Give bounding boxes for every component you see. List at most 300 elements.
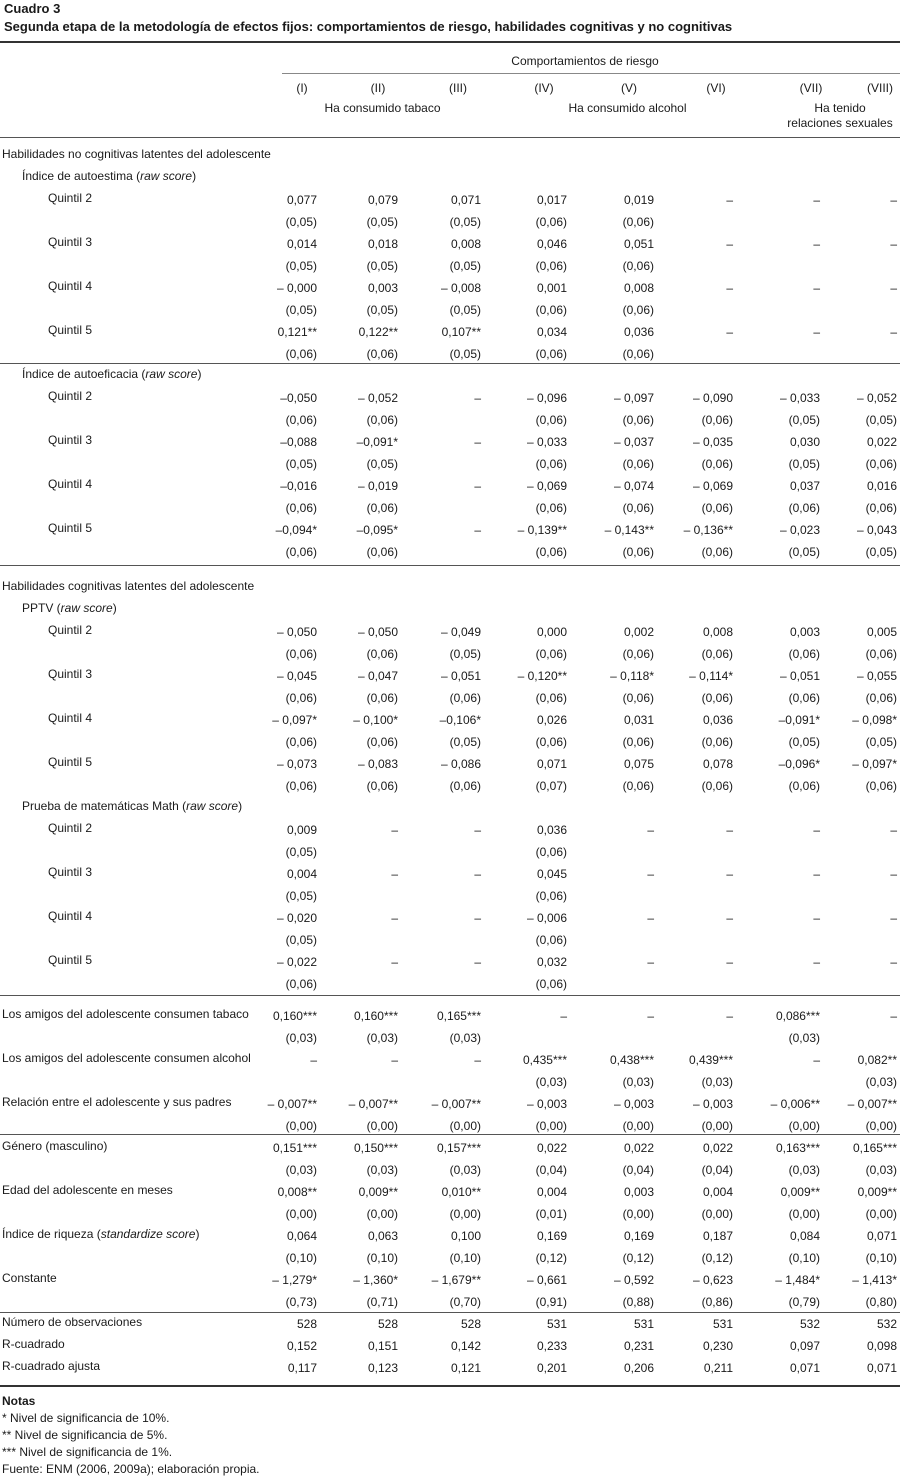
column-header: (V) — [621, 81, 637, 95]
std-error-cell: (0,06) — [622, 735, 654, 749]
row-label-text: Prueba de matemáticas Math ( — [22, 799, 187, 813]
std-error-cell: (0,05) — [788, 413, 820, 427]
row-label-text: Quintil 4 — [48, 279, 93, 293]
coefficient-cell: – — [391, 955, 398, 969]
std-error-cell: (0,06) — [535, 259, 567, 273]
row-label — [48, 477, 92, 491]
coefficient-cell: 0,022 — [866, 435, 897, 449]
row-label — [2, 1315, 142, 1329]
coefficient-cell: 0,036 — [623, 325, 654, 339]
std-error-cell: (0,06) — [449, 779, 481, 793]
row-label-text: Número de observaciones — [2, 1315, 143, 1329]
row-label-text: Quintil 3 — [48, 667, 93, 681]
coefficient-cell: – 0,007** — [431, 1097, 481, 1111]
coefficient-cell: 531 — [633, 1317, 654, 1331]
coefficient-cell: – 0,050 — [276, 625, 317, 639]
coefficient-cell: – 0,136** — [683, 523, 733, 537]
coefficient-cell: – 0,083 — [357, 757, 398, 771]
std-error-cell: (0,05) — [366, 457, 398, 471]
column-header: (VII) — [799, 81, 823, 95]
section-rule — [0, 1134, 900, 1135]
section-rule — [0, 1312, 900, 1313]
coefficient-cell: 0,003 — [623, 1185, 654, 1199]
std-error-cell: (0,06) — [285, 779, 317, 793]
std-error-cell: (0,10) — [788, 1251, 820, 1265]
row-label-text: Quintil 3 — [48, 433, 93, 447]
column-header: (VIII) — [867, 81, 893, 95]
std-error-cell: (0,03) — [285, 1163, 317, 1177]
column-header: (IV) — [534, 81, 554, 95]
std-error-cell: (0,05) — [449, 347, 481, 361]
std-error-cell: (0,00) — [449, 1119, 481, 1133]
std-error-cell: (0,06) — [535, 215, 567, 229]
coefficient-cell: 0,151*** — [272, 1141, 317, 1155]
row-label — [48, 667, 92, 681]
section-rule — [0, 363, 900, 364]
coefficient-cell: – 0,592 — [613, 1273, 654, 1287]
row-label — [22, 367, 201, 381]
coefficient-cell: 0,098 — [866, 1339, 897, 1353]
std-error-cell: (0,06) — [788, 501, 820, 515]
coefficient-cell: 0,008 — [450, 237, 481, 251]
coefficient-cell: – — [474, 435, 481, 449]
std-error-cell: (0,06) — [535, 545, 567, 559]
coefficient-cell: – 0,045 — [276, 669, 317, 683]
coefficient-cell: – — [474, 955, 481, 969]
std-error-cell: (0,06) — [701, 413, 733, 427]
coefficient-cell: 0,165*** — [852, 1141, 897, 1155]
coefficient-cell: 0,000 — [536, 625, 567, 639]
std-error-cell: (0,05) — [449, 735, 481, 749]
std-error-cell: (0,12) — [535, 1251, 567, 1265]
std-error-cell: (0,00) — [865, 1207, 897, 1221]
std-error-cell: (0,00) — [366, 1207, 398, 1221]
coefficient-cell: – 0,008 — [440, 281, 481, 295]
coefficient-cell: – — [813, 325, 820, 339]
coefficient-cell: – 0,051 — [440, 669, 481, 683]
coefficient-cell: – 0,086 — [440, 757, 481, 771]
std-error-cell: (0,10) — [285, 1251, 317, 1265]
coefficient-cell: – 0,007** — [348, 1097, 398, 1111]
source-line: Fuente: ENM (2006, 2009a); elaboración propia. — [2, 1462, 260, 1476]
row-label-suffix: ) — [197, 367, 202, 381]
coefficient-cell: – 1,279* — [272, 1273, 317, 1287]
std-error-cell: (0,06) — [865, 691, 897, 705]
coefficient-cell: 0,014 — [286, 237, 317, 251]
row-label — [48, 191, 92, 205]
row-label-text: Quintil 2 — [48, 191, 93, 205]
row-label-text: Índice de autoeficacia ( — [22, 367, 146, 381]
std-error-cell: (0,06) — [285, 501, 317, 515]
coefficient-cell: – — [726, 955, 733, 969]
std-error-cell: (0,73) — [285, 1295, 317, 1309]
coefficient-cell: 0,045 — [536, 867, 567, 881]
coefficient-cell: 0,151 — [367, 1339, 398, 1353]
coefficient-cell: – 0,069 — [526, 479, 567, 493]
row-label-text: Quintil 2 — [48, 389, 93, 403]
row-label-italic: raw score — [145, 367, 198, 381]
row-label — [2, 1095, 231, 1109]
coefficient-cell: – 0,052 — [856, 391, 897, 405]
row-label-text: Habilidades cognitivas latentes del adolescente — [2, 579, 255, 593]
std-error-cell: (0,06) — [701, 735, 733, 749]
std-error-cell: (0,06) — [366, 735, 398, 749]
coefficient-cell: 0,017 — [536, 193, 567, 207]
std-error-cell: (0,06) — [865, 457, 897, 471]
coefficient-cell: – — [391, 1053, 398, 1067]
coefficient-cell: –0,091* — [778, 713, 820, 727]
coefficient-cell: – 0,049 — [440, 625, 481, 639]
coefficient-cell: – 0,050 — [357, 625, 398, 639]
std-error-cell: (0,06) — [285, 735, 317, 749]
header-sex-1: Ha tenido — [814, 101, 866, 115]
row-label-text: R-cuadrado — [2, 1337, 65, 1351]
row-label-text: Constante — [2, 1271, 57, 1285]
header-tabaco: Ha consumido tabaco — [324, 101, 441, 115]
std-error-cell: (0,06) — [622, 691, 654, 705]
row-label-text: R-cuadrado ajusta — [2, 1359, 101, 1373]
coefficient-cell: – 0,020 — [276, 911, 317, 925]
coefficient-cell: 532 — [799, 1317, 820, 1331]
coefficient-cell: 0,201 — [536, 1361, 567, 1375]
coefficient-cell: – — [813, 955, 820, 969]
coefficient-cell: – — [813, 1053, 820, 1067]
coefficient-cell: – — [726, 193, 733, 207]
coefficient-cell: 0,439*** — [688, 1053, 733, 1067]
coefficient-cell: – 0,003 — [613, 1097, 654, 1111]
coefficient-cell: – 1,484* — [775, 1273, 820, 1287]
coefficient-cell: 0,008 — [702, 625, 733, 639]
coefficient-cell: 0,121** — [277, 325, 317, 339]
coefficient-cell: – 1,360* — [353, 1273, 398, 1287]
coefficient-cell: 0,009** — [358, 1185, 398, 1199]
header-group: Comportamientos de riesgo — [511, 54, 659, 68]
std-error-cell: (0,12) — [622, 1251, 654, 1265]
coefficient-cell: – 0,090 — [692, 391, 733, 405]
row-label-text: Índice de riqueza ( — [2, 1227, 101, 1241]
std-error-cell: (0,06) — [865, 647, 897, 661]
coefficient-cell: – 0,100* — [353, 713, 398, 727]
coefficient-cell: – 0,114* — [689, 669, 733, 683]
std-error-cell: (0,06) — [285, 545, 317, 559]
std-error-cell: (0,06) — [622, 347, 654, 361]
coefficient-cell: 0,435*** — [522, 1053, 567, 1067]
std-error-cell: (0,71) — [366, 1295, 398, 1309]
coefficient-cell: 0,009** — [780, 1185, 820, 1199]
row-label — [48, 623, 92, 637]
coefficient-cell: –0,095* — [356, 523, 398, 537]
row-label — [48, 521, 92, 535]
std-error-cell: (0,86) — [701, 1295, 733, 1309]
coefficient-cell: – — [474, 523, 481, 537]
coefficient-cell: 0,100 — [450, 1229, 481, 1243]
coefficient-cell: 0,003 — [789, 625, 820, 639]
std-error-cell: (0,00) — [622, 1119, 654, 1133]
std-error-cell: (0,03) — [865, 1163, 897, 1177]
std-error-cell: (0,03) — [449, 1163, 481, 1177]
coefficient-cell: – 0,023 — [779, 523, 820, 537]
std-error-cell: (0,06) — [622, 545, 654, 559]
coefficient-cell: 0,071 — [450, 193, 481, 207]
std-error-cell: (0,06) — [535, 691, 567, 705]
coefficient-cell: 0,002 — [623, 625, 654, 639]
std-error-cell: (0,06) — [701, 457, 733, 471]
std-error-cell: (0,06) — [788, 691, 820, 705]
coefficient-cell: 0,152 — [286, 1339, 317, 1353]
std-error-cell: (0,03) — [788, 1031, 820, 1045]
std-error-cell: (0,06) — [535, 845, 567, 859]
std-error-cell: (0,05) — [285, 889, 317, 903]
coefficient-cell: – 0,003 — [692, 1097, 733, 1111]
note-line: ** Nivel de significancia de 5%. — [2, 1428, 168, 1442]
row-label — [22, 601, 117, 615]
std-error-cell: (0,06) — [366, 691, 398, 705]
table-title: Segunda etapa de la metodología de efectos fijos: comportamientos de riesgo, habilidades cognitivas y no cognitivas — [4, 19, 733, 34]
coefficient-cell: – 0,003 — [526, 1097, 567, 1111]
std-error-cell: (0,05) — [285, 933, 317, 947]
std-error-cell: (0,05) — [788, 545, 820, 559]
row-label-text: Edad del adolescente en meses — [2, 1183, 173, 1197]
coefficient-cell: 0,211 — [703, 1361, 733, 1375]
std-error-cell: (0,06) — [366, 347, 398, 361]
coefficient-cell: – — [474, 479, 481, 493]
coefficient-cell: 0,036 — [702, 713, 733, 727]
coefficient-cell: 0,117 — [287, 1361, 317, 1375]
coefficient-cell: 0,018 — [367, 237, 398, 251]
row-label — [2, 579, 254, 593]
std-error-cell: (0,06) — [622, 215, 654, 229]
std-error-cell: (0,04) — [622, 1163, 654, 1177]
column-header: (III) — [449, 81, 467, 95]
std-error-cell: (0,03) — [701, 1075, 733, 1089]
coefficient-cell: – — [890, 823, 897, 837]
coefficient-cell: – — [890, 281, 897, 295]
row-label — [48, 389, 92, 403]
coefficient-cell: – — [726, 281, 733, 295]
row-label — [48, 755, 92, 769]
coefficient-cell: 0,022 — [623, 1141, 654, 1155]
std-error-cell: (0,00) — [701, 1207, 733, 1221]
row-label — [48, 433, 92, 447]
coefficient-cell: – 0,096 — [526, 391, 567, 405]
row-label-italic: raw score — [60, 601, 113, 615]
row-label — [2, 1271, 57, 1285]
bottom-rule — [0, 1385, 900, 1387]
std-error-cell: (0,06) — [535, 457, 567, 471]
row-label — [2, 1139, 107, 1153]
std-error-cell: (0,06) — [285, 413, 317, 427]
header-bottom-rule — [0, 137, 900, 138]
row-label — [48, 821, 92, 835]
std-error-cell: (0,06) — [535, 413, 567, 427]
table-number: Cuadro 3 — [4, 1, 61, 16]
coefficient-cell: 0,032 — [536, 955, 567, 969]
coefficient-cell: 0,097 — [789, 1339, 820, 1353]
row-label-text: Quintil 4 — [48, 477, 93, 491]
coefficient-cell: – — [726, 237, 733, 251]
std-error-cell: (0,04) — [701, 1163, 733, 1177]
coefficient-cell: – — [890, 325, 897, 339]
coefficient-cell: –0,106* — [439, 713, 481, 727]
std-error-cell: (0,79) — [788, 1295, 820, 1309]
std-error-cell: (0,06) — [788, 647, 820, 661]
std-error-cell: (0,05) — [366, 303, 398, 317]
std-error-cell: (0,03) — [622, 1075, 654, 1089]
coefficient-cell: – 0,097 — [613, 391, 654, 405]
coefficient-cell: – — [813, 281, 820, 295]
coefficient-cell: – — [647, 823, 654, 837]
coefficient-cell: – 0,143** — [604, 523, 654, 537]
row-label-text: Quintil 5 — [48, 953, 93, 967]
std-error-cell: (0,06) — [535, 735, 567, 749]
notes-heading: Notas — [2, 1394, 36, 1408]
std-error-cell: (0,06) — [366, 413, 398, 427]
coefficient-cell: 0,121 — [450, 1361, 481, 1375]
std-error-cell: (0,06) — [366, 501, 398, 515]
row-label — [48, 953, 92, 967]
std-error-cell: (0,05) — [285, 215, 317, 229]
coefficient-cell: 0,071 — [866, 1361, 897, 1375]
row-label-text: Índice de autoestima ( — [22, 169, 141, 183]
std-error-cell: (0,06) — [622, 303, 654, 317]
coefficient-cell: – 0,097* — [852, 757, 897, 771]
coefficient-cell: – 0,097* — [272, 713, 317, 727]
row-label-suffix: ) — [195, 1227, 200, 1241]
coefficient-cell: – 1,413* — [852, 1273, 897, 1287]
coefficient-cell: 0,150*** — [353, 1141, 398, 1155]
std-error-cell: (0,06) — [622, 501, 654, 515]
coefficient-cell: – — [890, 193, 897, 207]
coefficient-cell: – 0,120** — [517, 669, 567, 683]
coefficient-cell: 0,009** — [857, 1185, 897, 1199]
coefficient-cell: 0,026 — [536, 713, 567, 727]
row-label — [22, 169, 196, 183]
coefficient-cell: –0,088 — [280, 435, 317, 449]
coefficient-cell: – 0,661 — [526, 1273, 567, 1287]
coefficient-cell: – 0,000 — [276, 281, 317, 295]
std-error-cell: (0,06) — [535, 647, 567, 661]
std-error-cell: (0,01) — [535, 1207, 567, 1221]
coefficient-cell: – 0,051 — [779, 669, 820, 683]
std-error-cell: (0,03) — [449, 1031, 481, 1045]
row-label — [48, 279, 92, 293]
std-error-cell: (0,88) — [622, 1295, 654, 1309]
column-header: (I) — [296, 81, 308, 95]
coefficient-cell: 0,003 — [367, 281, 398, 295]
header-alcohol: Ha consumido alcohol — [568, 101, 687, 115]
row-label-text: Quintil 4 — [48, 909, 93, 923]
coefficient-cell: 0,037 — [789, 479, 820, 493]
coefficient-cell: – — [474, 823, 481, 837]
row-label-text: Los amigos del adolescente consumen tabaco — [2, 1007, 249, 1021]
coefficient-cell: – 0,035 — [692, 435, 733, 449]
column-header: (II) — [370, 81, 386, 95]
coefficient-cell: 531 — [712, 1317, 733, 1331]
coefficient-cell: – 0,007** — [267, 1097, 317, 1111]
coefficient-cell: – 0,043 — [856, 523, 897, 537]
coefficient-cell: – — [890, 911, 897, 925]
coefficient-cell: 0,071 — [866, 1229, 897, 1243]
std-error-cell: (0,06) — [535, 933, 567, 947]
row-label-text: Género (masculino) — [2, 1139, 108, 1153]
coefficient-cell: – — [474, 1053, 481, 1067]
coefficient-cell: 0,008 — [623, 281, 654, 295]
coefficient-cell: – 0,623 — [692, 1273, 733, 1287]
std-error-cell: (0,05) — [788, 457, 820, 471]
std-error-cell: (0,10) — [449, 1251, 481, 1265]
std-error-cell: (0,06) — [285, 691, 317, 705]
coefficient-cell: 0,107** — [441, 325, 481, 339]
coefficient-cell: –0,050 — [280, 391, 317, 405]
std-error-cell: (0,05) — [449, 259, 481, 273]
row-label — [2, 1007, 249, 1021]
coefficient-cell: – 0,055 — [856, 669, 897, 683]
row-label-text: Quintil 5 — [48, 323, 93, 337]
coefficient-cell: 0,206 — [623, 1361, 654, 1375]
coefficient-cell: – — [726, 911, 733, 925]
std-error-cell: (0,06) — [622, 779, 654, 793]
coefficient-cell: 0,163*** — [775, 1141, 820, 1155]
coefficient-cell: 531 — [546, 1317, 567, 1331]
coefficient-cell: 0,169 — [536, 1229, 567, 1243]
coefficient-cell: 0,160*** — [272, 1009, 317, 1023]
std-error-cell: (0,06) — [535, 303, 567, 317]
std-error-cell: (0,03) — [366, 1163, 398, 1177]
std-error-cell: (0,06) — [701, 647, 733, 661]
row-label — [2, 1227, 199, 1241]
section-rule — [0, 995, 900, 996]
coefficient-cell: – — [813, 911, 820, 925]
std-error-cell: (0,06) — [622, 413, 654, 427]
coefficient-cell: – 0,006** — [770, 1097, 820, 1111]
coefficient-cell: – 0,118* — [610, 669, 654, 683]
coefficient-cell: 528 — [460, 1317, 481, 1331]
std-error-cell: (0,06) — [535, 501, 567, 515]
row-label-text: Quintil 3 — [48, 235, 93, 249]
coefficient-cell: – 0,074 — [613, 479, 654, 493]
coefficient-cell: 0,077 — [286, 193, 317, 207]
coefficient-cell: 0,004 — [702, 1185, 733, 1199]
std-error-cell: (0,06) — [285, 347, 317, 361]
row-label-italic: raw score — [140, 169, 193, 183]
coefficient-cell: 0,016 — [866, 479, 897, 493]
coefficient-cell: 0,019 — [623, 193, 654, 207]
row-label-text: Quintil 5 — [48, 521, 93, 535]
coefficient-cell: 0,230 — [702, 1339, 733, 1353]
row-label-italic: standardize score — [100, 1227, 196, 1241]
coefficient-cell: 0,086*** — [775, 1009, 820, 1023]
coefficient-cell: – — [890, 955, 897, 969]
coefficient-cell: 0,009 — [286, 823, 317, 837]
row-label — [48, 909, 92, 923]
coefficient-cell: 0,064 — [286, 1229, 317, 1243]
coefficient-cell: 0,005 — [866, 625, 897, 639]
std-error-cell: (0,00) — [701, 1119, 733, 1133]
row-label-suffix: ) — [192, 169, 197, 183]
row-label — [2, 147, 271, 161]
coefficient-cell: – — [890, 237, 897, 251]
std-error-cell: (0,91) — [535, 1295, 567, 1309]
coefficient-cell: – — [474, 391, 481, 405]
coefficient-cell: – 0,139** — [517, 523, 567, 537]
coefficient-cell: 0,036 — [536, 823, 567, 837]
coefficient-cell: 0,084 — [789, 1229, 820, 1243]
coefficient-cell: – 0,073 — [276, 757, 317, 771]
coefficient-cell: 0,004 — [536, 1185, 567, 1199]
row-label-text: Quintil 4 — [48, 711, 93, 725]
std-error-cell: (0,06) — [366, 545, 398, 559]
std-error-cell: (0,05) — [865, 413, 897, 427]
